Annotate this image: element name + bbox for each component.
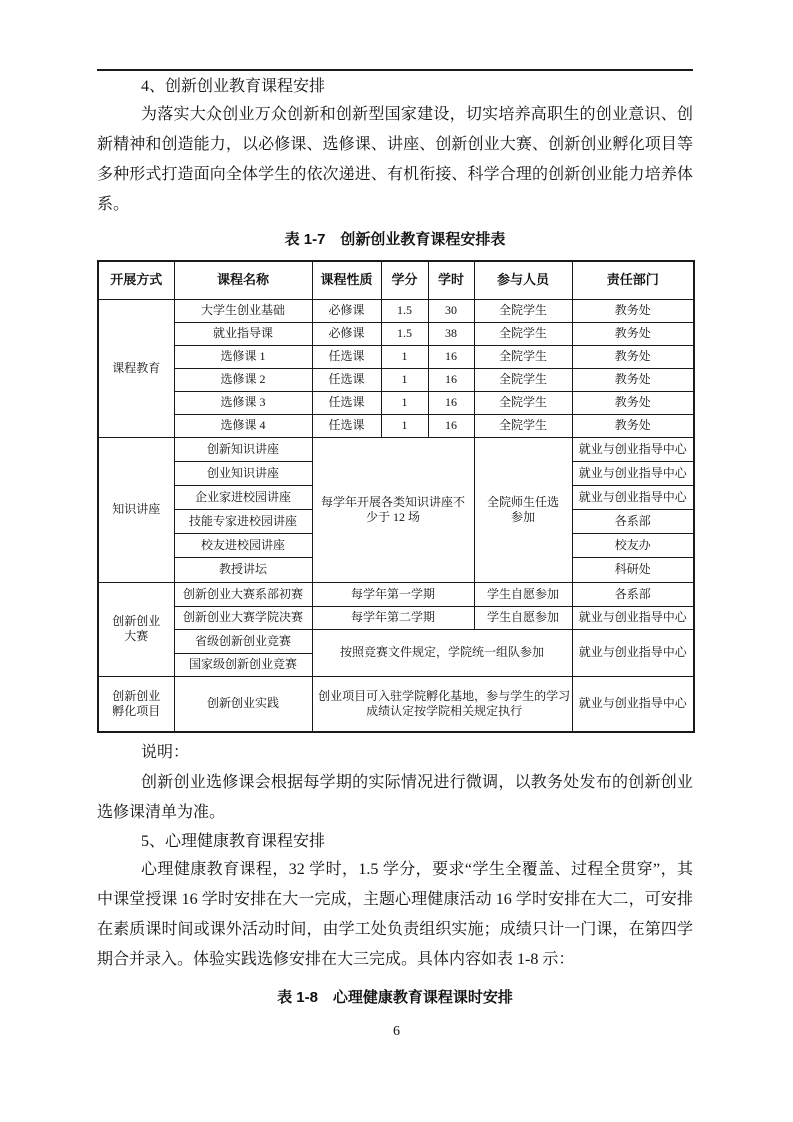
- cell-incubation-note: 创业项目可入驻学院孵化基地，参与学生的学习成绩认定按学院相关规定执行: [312, 676, 572, 732]
- cell-lecture-name: 教授讲坛: [174, 557, 312, 582]
- cell-competition-time: 每学年第一学期: [312, 582, 474, 606]
- cell-department: 教务处: [572, 368, 694, 391]
- cell-course-name: 选修课 4: [174, 414, 312, 437]
- cell-department: 教务处: [572, 345, 694, 368]
- cell-competition-time: 每学年第二学期: [312, 606, 474, 629]
- cell-participants: 全院学生: [474, 414, 572, 437]
- cell-department: 就业与创业指导中心: [572, 629, 694, 676]
- table-row: [98, 414, 694, 437]
- cell-credits: 1: [381, 345, 428, 368]
- cell-participants: 全院学生: [474, 299, 572, 322]
- cell-lecture-name: 企业家进校园讲座: [174, 485, 312, 509]
- paragraph-section-4: 为落实大众创业万众创新和创新型国家建设，切实培养高职生的创业意识、创新精神和创造能力，以必修课、选修课、讲座、创新创业大赛、创新创业孵化项目等多种形式打造面向全体学生的依次递进、有机衔接、科学合理的创新创业能力培养体系。: [97, 106, 693, 213]
- col-header-credits: 学分: [381, 261, 428, 299]
- cell-credits: 1: [381, 368, 428, 391]
- cell-hours: 16: [428, 345, 474, 368]
- col-header-course-type: 课程性质: [312, 261, 381, 299]
- cell-competition-note: 按照竞赛文件规定，学院统一组队参加: [312, 629, 572, 676]
- cell-department: 就业与创业指导中心: [572, 437, 694, 461]
- cell-hours: 38: [428, 322, 474, 345]
- cell-course-type: 任选课: [312, 414, 381, 437]
- table-row: [98, 368, 694, 391]
- cell-practice-name: 创新创业实践: [174, 676, 312, 732]
- cell-hours: 30: [428, 299, 474, 322]
- cell-department: 教务处: [572, 391, 694, 414]
- cell-lecture-name: 创业知识讲座: [174, 461, 312, 485]
- table-header-row: [98, 261, 694, 299]
- col-header-participants: 参与人员: [474, 261, 572, 299]
- cell-credits: 1.5: [381, 299, 428, 322]
- col-header-hours: 学时: [428, 261, 474, 299]
- cell-credits: 1.5: [381, 322, 428, 345]
- cell-participants: 全院学生: [474, 368, 572, 391]
- cell-lecture-name: 校友进校园讲座: [174, 533, 312, 557]
- table-row: [98, 606, 694, 629]
- cell-course-type: 任选课: [312, 391, 381, 414]
- cell-department: 校友办: [572, 533, 694, 557]
- page-header-rule: [97, 69, 693, 71]
- table-row: [98, 437, 694, 461]
- cell-lecture-schedule: 每学年开展各类知识讲座不少于 12 场: [312, 437, 474, 582]
- col-header-course-name: 课程名称: [174, 261, 312, 299]
- cell-department: 就业与创业指导中心: [572, 485, 694, 509]
- cell-department: 教务处: [572, 299, 694, 322]
- cell-department: 科研处: [572, 557, 694, 582]
- cell-course-type: 必修课: [312, 322, 381, 345]
- cell-competition-name: 创新创业大赛系部初赛: [174, 582, 312, 606]
- cell-department: 就业与创业指导中心: [572, 676, 694, 732]
- page-content: [97, 0, 693, 1018]
- cell-participants: 学生自愿参加: [474, 606, 572, 629]
- cell-participants: 学生自愿参加: [474, 582, 572, 606]
- cell-competition-name: 创新创业大赛学院决赛: [174, 606, 312, 629]
- cell-department: 教务处: [572, 322, 694, 345]
- note-label: 说明：: [141, 744, 190, 761]
- table-row: [98, 322, 694, 345]
- table-row: [98, 391, 694, 414]
- col-header-department: 责任部门: [572, 261, 694, 299]
- cell-course-type: 任选课: [312, 368, 381, 391]
- table-row: [98, 676, 694, 732]
- cell-lecture-name: 技能专家进校园讲座: [174, 509, 312, 533]
- cell-participants: 全院学生: [474, 322, 572, 345]
- cell-hours: 16: [428, 414, 474, 437]
- table-1-8-title: 表 1-8 心理健康教育课程课时安排: [277, 989, 513, 1006]
- table-row: [98, 582, 694, 606]
- cell-lecture-participants: 全院师生任选参加: [474, 437, 572, 582]
- cell-course-type: 必修课: [312, 299, 381, 322]
- cell-participants: 全院学生: [474, 345, 572, 368]
- paragraph-section-5: 心理健康教育课程，32 学时，1.5 学分，要求“学生全覆盖、过程全贯穿”，其中课堂授课 16 学时安排在大一完成，主题心理健康活动 16 学时安排在大二，可安排在素质课时间或课外活动时间，由学工处负责组织实施；成绩只计一门课，在第四学期合并录入。体验实践选修安排在大三完成。具体内容如表 1-8 示：: [97, 861, 693, 968]
- cell-department: 教务处: [572, 414, 694, 437]
- cell-lecture-name: 创新知识讲座: [174, 437, 312, 461]
- cell-course-type: 任选课: [312, 345, 381, 368]
- cell-hours: 16: [428, 368, 474, 391]
- cell-course-name: 选修课 1: [174, 345, 312, 368]
- cell-participants: 全院学生: [474, 391, 572, 414]
- cell-department: 各系部: [572, 582, 694, 606]
- table-1-7-title: 表 1-7 创新创业教育课程安排表: [284, 231, 506, 248]
- group-label-course-education: 课程教育: [98, 299, 174, 437]
- cell-course-name: 就业指导课: [174, 322, 312, 345]
- note-paragraph: 创新创业选修课会根据每学期的实际情况进行微调，以教务处发布的创新创业选修课清单为准。: [97, 774, 693, 821]
- table-row: [98, 299, 694, 322]
- group-label-competition: 创新创业大赛: [98, 582, 174, 676]
- cell-department: 就业与创业指导中心: [572, 606, 694, 629]
- table-row: [98, 345, 694, 368]
- cell-competition-name: 省级创新创业竞赛: [174, 629, 312, 653]
- cell-department: 就业与创业指导中心: [572, 461, 694, 485]
- table-row: [98, 629, 694, 653]
- cell-hours: 16: [428, 391, 474, 414]
- group-label-incubation: 创新创业孵化项目: [98, 676, 174, 732]
- cell-credits: 1: [381, 414, 428, 437]
- col-header-method: 开展方式: [98, 261, 174, 299]
- cell-credits: 1: [381, 391, 428, 414]
- cell-course-name: 选修课 2: [174, 368, 312, 391]
- cell-department: 各系部: [572, 509, 694, 533]
- table-1-7: [97, 260, 695, 733]
- group-label-knowledge-lectures: 知识讲座: [98, 437, 174, 582]
- cell-course-name: 选修课 3: [174, 391, 312, 414]
- cell-course-name: 大学生创业基础: [174, 299, 312, 322]
- cell-competition-name: 国家级创新创业竞赛: [174, 653, 312, 676]
- section-heading-5: 5、心理健康教育课程安排: [141, 833, 326, 850]
- page-number: 6: [393, 1024, 400, 1039]
- section-heading-4: 4、创新创业教育课程安排: [141, 78, 326, 95]
